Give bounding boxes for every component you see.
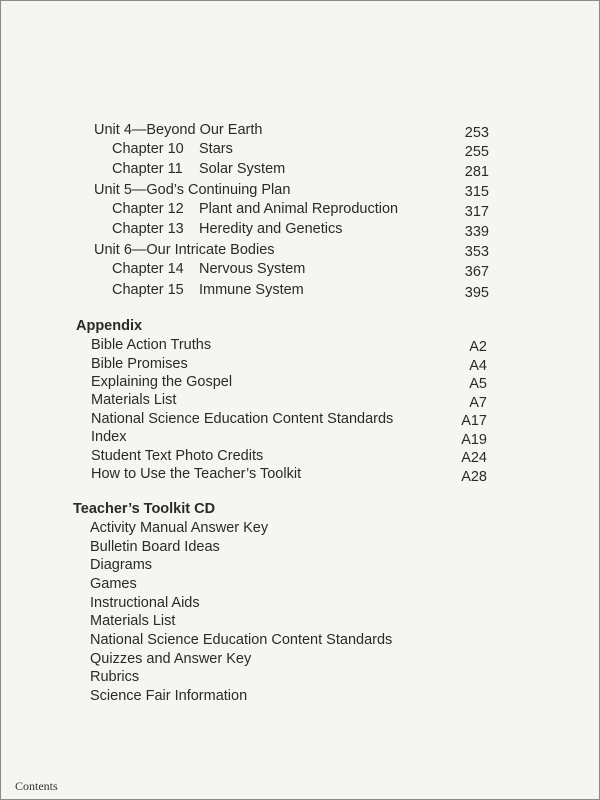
toolkit-item: Bulletin Board Ideas: [90, 539, 220, 555]
toolkit-item: Materials List: [90, 613, 176, 629]
chapter-10-page: 255: [464, 144, 489, 160]
toolkit-item: Rubrics: [90, 669, 140, 685]
appendix-item: Materials List: [91, 392, 177, 408]
page-footer: Contents: [15, 779, 58, 793]
chapter-13-title: Heredity and Genetics: [199, 221, 343, 237]
chapter-13-number: Chapter 13: [112, 221, 184, 237]
toolkit-item: National Science Education Content Standards: [90, 632, 393, 648]
chapter-11-number: Chapter 11: [112, 161, 183, 177]
appendix-item: Bible Action Truths: [91, 337, 212, 353]
toolkit-item: Science Fair Information: [90, 688, 248, 704]
chapter-15-title: Immune System: [199, 282, 304, 298]
appendix-item: Student Text Photo Credits: [91, 448, 264, 464]
toolkit-item: Diagrams: [90, 557, 153, 573]
unit-4-title: Unit 4—Beyond Our Earth: [94, 122, 263, 138]
toolkit-item: Games: [90, 576, 137, 592]
chapter-14-page: 367: [464, 264, 489, 280]
chapter-10-number: Chapter 10: [112, 141, 184, 157]
appendix-item-page: A2: [469, 339, 487, 355]
chapter-11-page: 281: [464, 164, 489, 180]
unit-6-page: 353: [464, 244, 489, 260]
appendix-item: Index: [91, 429, 127, 445]
appendix-item-page: A24: [461, 450, 487, 466]
unit-4-page: 253: [464, 125, 489, 141]
toolkit-item: Instructional Aids: [90, 595, 200, 611]
chapter-14-title: Nervous System: [199, 261, 306, 277]
appendix-item: National Science Education Content Standards: [91, 411, 394, 427]
chapter-10-title: Stars: [199, 141, 233, 157]
appendix-item-page: A28: [461, 469, 487, 485]
appendix-heading: Appendix: [76, 318, 143, 334]
toolkit-heading: Teacher’s Toolkit CD: [73, 501, 216, 517]
appendix-item-page: A7: [469, 395, 487, 411]
appendix-item-page: A19: [461, 432, 487, 448]
appendix-item-page: A4: [469, 358, 487, 374]
toolkit-item: Quizzes and Answer Key: [90, 651, 252, 667]
appendix-item: Bible Promises: [91, 356, 188, 372]
unit-5-title: Unit 5—God’s Continuing Plan: [94, 182, 291, 198]
chapter-15-number: Chapter 15: [112, 282, 184, 298]
unit-6-title: Unit 6—Our Intricate Bodies: [94, 242, 275, 258]
unit-5-page: 315: [464, 184, 489, 200]
appendix-item: Explaining the Gospel: [91, 374, 233, 390]
chapter-14-number: Chapter 14: [112, 261, 184, 277]
chapter-13-page: 339: [464, 224, 489, 240]
chapter-15-page: 395: [464, 285, 489, 301]
chapter-11-title: Solar System: [199, 161, 286, 177]
appendix-item-page: A17: [461, 413, 487, 429]
appendix-item-page: A5: [469, 376, 487, 392]
chapter-12-number: Chapter 12: [112, 201, 184, 217]
appendix-item: How to Use the Teacher’s Toolkit: [91, 466, 302, 482]
chapter-12-page: 317: [464, 204, 489, 220]
chapter-12-title: Plant and Animal Reproduction: [199, 201, 399, 217]
toolkit-item: Activity Manual Answer Key: [90, 520, 269, 536]
